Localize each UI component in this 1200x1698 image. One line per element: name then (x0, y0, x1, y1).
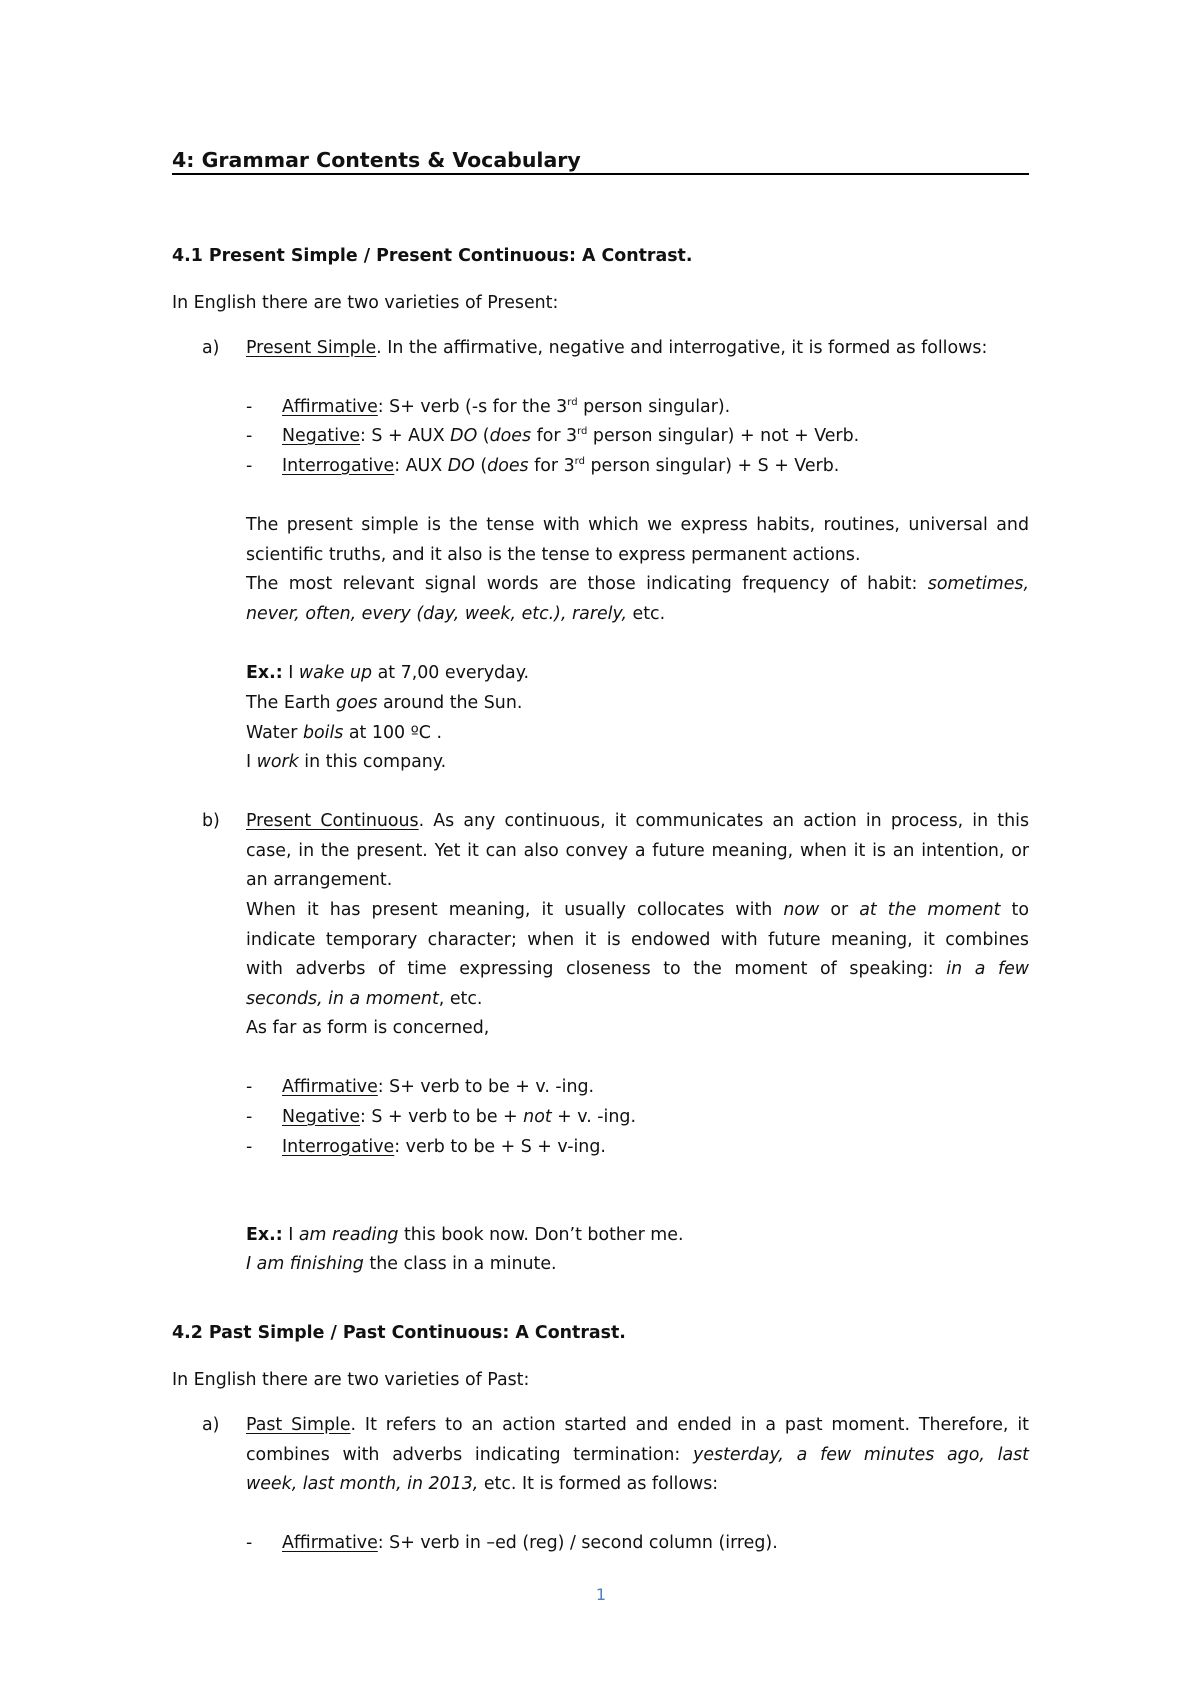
list-item-present-simple: Present Simple. In the affirmative, negative and interrogative, it is formed as follows: (246, 338, 988, 358)
section-intro: In English there are two varieties of Present: (172, 293, 559, 313)
bullet-dash: - (246, 1107, 253, 1127)
list-item-past-simple: Past Simple. It refers to an action started and ended in a past moment. Therefore, it (246, 1415, 1029, 1435)
section-heading-4-2: 4.2 Past Simple / Past Continuous: A Contrast. (172, 1323, 626, 1343)
paragraph-line: never, often, every (day, week, etc.), rarely, etc. (246, 604, 666, 624)
paragraph-line: indicate temporary character; when it is endowed with future meaning, it combines (246, 930, 1029, 950)
bullet-dash: - (246, 426, 253, 446)
paragraph-line: seconds, in a moment, etc. (246, 989, 483, 1009)
example-line: Ex.: I wake up at 7,00 everyday. (246, 663, 530, 683)
term-present-simple: Present Simple (246, 338, 377, 358)
paragraph-line: The most relevant signal words are those indicating frequency of habit: sometimes, (246, 574, 1029, 594)
list-item-present-continuous: Present Continuous. As any continuous, it communicates an action in process, in this (246, 811, 1030, 831)
form-negative: Negative: S + verb to be + not + v. -ing. (282, 1107, 636, 1127)
example-line: Water boils at 100 ºC . (246, 723, 442, 743)
paragraph-line: case, in the present. Yet it can also convey a future meaning, when it is an intention, or (246, 841, 1029, 861)
paragraph-line: with adverbs of time expressing closeness to the moment of speaking: in a few (246, 959, 1029, 979)
bullet-dash: - (246, 1137, 253, 1157)
bullet-dash: - (246, 1533, 253, 1553)
paragraph-line: combines with adverbs indicating termination: yesterday, a few minutes ago, last (246, 1445, 1030, 1465)
bullet-dash: - (246, 1077, 253, 1097)
section-heading-4-1: 4.1 Present Simple / Present Continuous: A Contrast. (172, 246, 693, 266)
form-affirmative: Affirmative: S+ verb (-s for the 3rd person singular). (282, 397, 731, 417)
list-marker: a) (202, 1415, 220, 1435)
paragraph-line: an arrangement. (246, 870, 393, 890)
list-marker: a) (202, 338, 220, 358)
page-number: 1 (595, 1585, 607, 1604)
title-underline (172, 173, 1029, 175)
paragraph-line: The present simple is the tense with which we express habits, routines, universal and (246, 515, 1029, 535)
bullet-dash: - (246, 456, 253, 476)
page-title: 4: Grammar Contents & Vocabulary (172, 148, 581, 172)
list-marker: b) (202, 811, 220, 831)
form-interrogative: Interrogative: verb to be + S + v-ing. (282, 1137, 606, 1157)
example-line: I am finishing the class in a minute. (246, 1254, 557, 1274)
paragraph-line: week, last month, in 2013, etc. It is formed as follows: (246, 1474, 719, 1494)
term-past-simple: Past Simple (246, 1415, 351, 1435)
example-line: Ex.: I am reading this book now. Don’t bother me. (246, 1225, 684, 1245)
example-line: I work in this company. (246, 752, 447, 772)
term-present-continuous: Present Continuous (246, 811, 419, 831)
paragraph-line: scientific truths, and it also is the tense to express permanent actions. (246, 545, 861, 565)
form-affirmative: Affirmative: S+ verb to be + v. -ing. (282, 1077, 595, 1097)
form-interrogative: Interrogative: AUX DO (does for 3rd person singular) + S + Verb. (282, 456, 840, 476)
example-line: The Earth goes around the Sun. (246, 693, 523, 713)
paragraph-line: As far as form is concerned, (246, 1018, 490, 1038)
paragraph-line: When it has present meaning, it usually collocates with now or at the moment to (246, 900, 1029, 920)
bullet-dash: - (246, 397, 253, 417)
section-intro: In English there are two varieties of Past: (172, 1370, 530, 1390)
form-affirmative: Affirmative: S+ verb in –ed (reg) / second column (irreg). (282, 1533, 778, 1553)
form-negative: Negative: S + AUX DO (does for 3rd person singular) + not + Verb. (282, 426, 860, 446)
